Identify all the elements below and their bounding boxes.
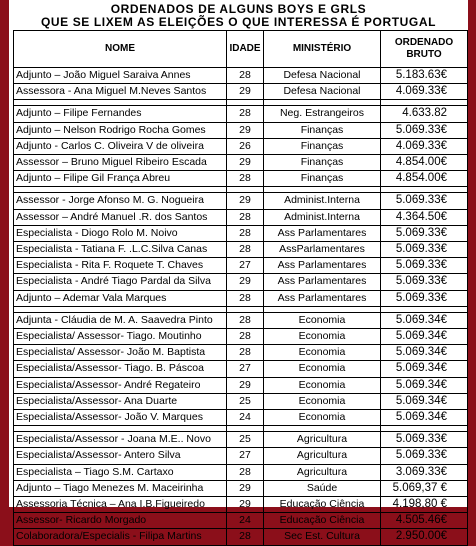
ministry-cell: Agricultura — [264, 464, 381, 480]
ministry-cell: Finanças — [264, 155, 381, 171]
ministry-cell: Sec Est. Cultura — [264, 529, 381, 545]
name-cell: Adjunto – Tiago Menezes M. Maceirinha — [14, 480, 227, 496]
name-cell: Assessor – André Manuel .R. dos Santos — [14, 209, 227, 225]
table-row — [14, 513, 468, 529]
table-row — [14, 242, 468, 258]
name-cell: Adjunta - Cláudia de M. A. Saavedra Pinto — [14, 312, 227, 328]
table-row — [14, 209, 468, 225]
ministry-cell: Economia — [264, 410, 381, 426]
salary-cell: 4.364.50€ — [381, 209, 468, 225]
name-cell: Especialista/Assessor- Antero Silva — [14, 448, 227, 464]
salary-cell: 3.069.33€ — [381, 464, 468, 480]
ministry-cell: Administ.Interna — [264, 209, 381, 225]
ministry-cell: Economia — [264, 361, 381, 377]
ministry-cell: Finanças — [264, 138, 381, 154]
name-cell: Assessoria Técnica – Ana I.B.Figueiredo — [14, 497, 227, 513]
table-row — [14, 480, 468, 496]
ministry-cell: Economia — [264, 329, 381, 345]
age-cell: 25 — [227, 393, 264, 409]
age-cell: 28 — [227, 329, 264, 345]
age-cell: 27 — [227, 361, 264, 377]
age-cell: 29 — [227, 274, 264, 290]
salary-cell: 5.069.34€ — [381, 312, 468, 328]
age-cell: 24 — [227, 410, 264, 426]
header-ministry: MINISTÉRIO — [264, 31, 381, 68]
age-cell: 28 — [227, 290, 264, 306]
name-cell: Especialista – Tiago S.M. Cartaxo — [14, 464, 227, 480]
name-cell: Adjunto – Filipe Gil França Abreu — [14, 171, 227, 187]
ministry-cell: Defesa Nacional — [264, 84, 381, 100]
table-row — [14, 448, 468, 464]
title-line-1: ORDENADOS DE ALGUNS BOYS E GRLS — [110, 2, 367, 16]
table-row — [14, 122, 468, 138]
ministry-cell: Economia — [264, 393, 381, 409]
table-row — [14, 464, 468, 480]
name-cell: Adjunto – Nelson Rodrigo Rocha Gomes — [14, 122, 227, 138]
ministry-cell: Ass Parlamentares — [264, 290, 381, 306]
table-row — [14, 497, 468, 513]
ministry-cell: Neg. Estrangeiros — [264, 106, 381, 122]
salary-cell: 5.069.33€ — [381, 290, 468, 306]
age-cell: 29 — [227, 84, 264, 100]
age-cell: 27 — [227, 448, 264, 464]
salary-cell: 5.069.34€ — [381, 410, 468, 426]
name-cell: Especialista - Tatiana F. .L.C.Silva Canas — [14, 242, 227, 258]
name-cell: Adjunto – João Miguel Saraiva Annes — [14, 68, 227, 84]
salary-cell: 5.069.34€ — [381, 345, 468, 361]
salary-cell: 2.950.00€ — [381, 529, 468, 545]
salary-cell: 5.069.34€ — [381, 361, 468, 377]
table-header — [14, 31, 468, 68]
table-row — [14, 171, 468, 187]
salary-cell: 5.069.34€ — [381, 393, 468, 409]
age-cell: 28 — [227, 345, 264, 361]
salary-table — [13, 30, 468, 546]
age-cell: 28 — [227, 171, 264, 187]
table-row — [14, 361, 468, 377]
age-cell: 29 — [227, 480, 264, 496]
table-row — [14, 106, 468, 122]
table-row — [14, 345, 468, 361]
table-row — [14, 312, 468, 328]
age-cell: 28 — [227, 209, 264, 225]
table-row — [14, 84, 468, 100]
name-cell: Especialista/Assessor- André Regateiro — [14, 377, 227, 393]
table-row — [14, 432, 468, 448]
salary-cell: 4.069.33€ — [381, 138, 468, 154]
table-row — [14, 68, 468, 84]
table-row — [14, 138, 468, 154]
salary-cell: 5.069.33€ — [381, 193, 468, 209]
name-cell: Especialista/Assessor- Tiago. B. Páscoa — [14, 361, 227, 377]
salary-cell: 4.633.82 — [381, 106, 468, 122]
salary-cell: 5.069.33€ — [381, 432, 468, 448]
age-cell: 28 — [227, 312, 264, 328]
salary-cell: 5.069,37 € — [381, 480, 468, 496]
name-cell: Especialista - André Tiago Pardal da Silva — [14, 274, 227, 290]
age-cell: 29 — [227, 497, 264, 513]
table-row — [14, 393, 468, 409]
age-cell: 27 — [227, 258, 264, 274]
table-row — [14, 225, 468, 241]
header-name: NOME — [14, 31, 227, 68]
ministry-cell: Agricultura — [264, 432, 381, 448]
name-cell: Especialista/Assessor- Ana Duarte — [14, 393, 227, 409]
salary-cell: 5.069.33€ — [381, 258, 468, 274]
age-cell: 28 — [227, 529, 264, 545]
salary-cell: 4.854.00€ — [381, 155, 468, 171]
name-cell: Colaboradora/Especialis - Filipa Martins — [14, 529, 227, 545]
salary-cell: 4.198,80 € — [381, 497, 468, 513]
ministry-cell: Educação Ciência — [264, 497, 381, 513]
name-cell: Assessor – Bruno Miguel Ribeiro Escada — [14, 155, 227, 171]
age-cell: 28 — [227, 242, 264, 258]
table-row — [14, 193, 468, 209]
salary-cell: 5.069.34€ — [381, 377, 468, 393]
name-cell: Assessor- Ricardo Morgado — [14, 513, 227, 529]
ministry-cell: AssParlamentares — [264, 242, 381, 258]
table-row — [14, 329, 468, 345]
ministry-cell: Economia — [264, 312, 381, 328]
salary-cell: 5.069.33€ — [381, 274, 468, 290]
salary-cell: 5.069.33€ — [381, 242, 468, 258]
age-cell: 29 — [227, 122, 264, 138]
ministry-cell: Administ.Interna — [264, 193, 381, 209]
table-row — [14, 258, 468, 274]
table-row — [14, 290, 468, 306]
ministry-cell: Agricultura — [264, 448, 381, 464]
document-sheet — [9, 0, 468, 543]
name-cell: Especialista/ Assessor- Tiago. Moutinho — [14, 329, 227, 345]
name-cell: Especialista/ Assessor- João M. Baptista — [14, 345, 227, 361]
name-cell: Especialista - Rita F. Roquete T. Chaves — [14, 258, 227, 274]
age-cell: 24 — [227, 513, 264, 529]
age-cell: 28 — [227, 225, 264, 241]
ministry-cell: Ass Parlamentares — [264, 258, 381, 274]
ministry-cell: Finanças — [264, 122, 381, 138]
age-cell: 28 — [227, 106, 264, 122]
ministry-cell: Ass Parlamentares — [264, 274, 381, 290]
salary-cell: 5.069.33€ — [381, 448, 468, 464]
name-cell: Adjunto – Ademar Vala Marques — [14, 290, 227, 306]
header-salary: ORDENADO BRUTO — [381, 31, 468, 68]
name-cell: Adjunto - Carlos C. Oliveira V de oliveira — [14, 138, 227, 154]
table-row — [14, 410, 468, 426]
salary-cell: 5.069.33€ — [381, 225, 468, 241]
age-cell: 28 — [227, 464, 264, 480]
name-cell: Especialista - Diogo Rolo M. Noivo — [14, 225, 227, 241]
ministry-cell: Defesa Nacional — [264, 68, 381, 84]
table-body — [14, 68, 468, 546]
name-cell: Especialista/Assessor- João V. Marques — [14, 410, 227, 426]
table-row — [14, 274, 468, 290]
title-line-2: QUE SE LIXEM AS ELEIÇÕES O QUE INTERESSA É PORTUGAL — [40, 15, 437, 29]
ministry-cell: Economia — [264, 345, 381, 361]
name-cell: Assessor - Jorge Afonso M. G. Nogueira — [14, 193, 227, 209]
name-cell: Assessora - Ana Miguel M.Neves Santos — [14, 84, 227, 100]
age-cell: 29 — [227, 155, 264, 171]
table-row — [14, 377, 468, 393]
name-cell: Especialista/Assessor - Joana M.E.. Novo — [14, 432, 227, 448]
salary-cell: 5.069.33€ — [381, 122, 468, 138]
salary-cell: 4.069.33€ — [381, 84, 468, 100]
salary-cell: 5.069.34€ — [381, 329, 468, 345]
age-cell: 29 — [227, 377, 264, 393]
ministry-cell: Educação Ciência — [264, 513, 381, 529]
salary-cell: 4.505.46€ — [381, 513, 468, 529]
table-row — [14, 529, 468, 545]
ministry-cell: Saúde — [264, 480, 381, 496]
age-cell: 25 — [227, 432, 264, 448]
age-cell: 29 — [227, 193, 264, 209]
salary-cell: 4.854.00€ — [381, 171, 468, 187]
table-row — [14, 155, 468, 171]
salary-cell: 5.183.63€ — [381, 68, 468, 84]
age-cell: 26 — [227, 138, 264, 154]
ministry-cell: Finanças — [264, 171, 381, 187]
age-cell: 28 — [227, 68, 264, 84]
ministry-cell: Economia — [264, 377, 381, 393]
header-row — [14, 31, 468, 68]
ministry-cell: Ass Parlamentares — [264, 225, 381, 241]
header-age: IDADE — [227, 31, 264, 68]
name-cell: Adjunto – Filipe Fernandes — [14, 106, 227, 122]
